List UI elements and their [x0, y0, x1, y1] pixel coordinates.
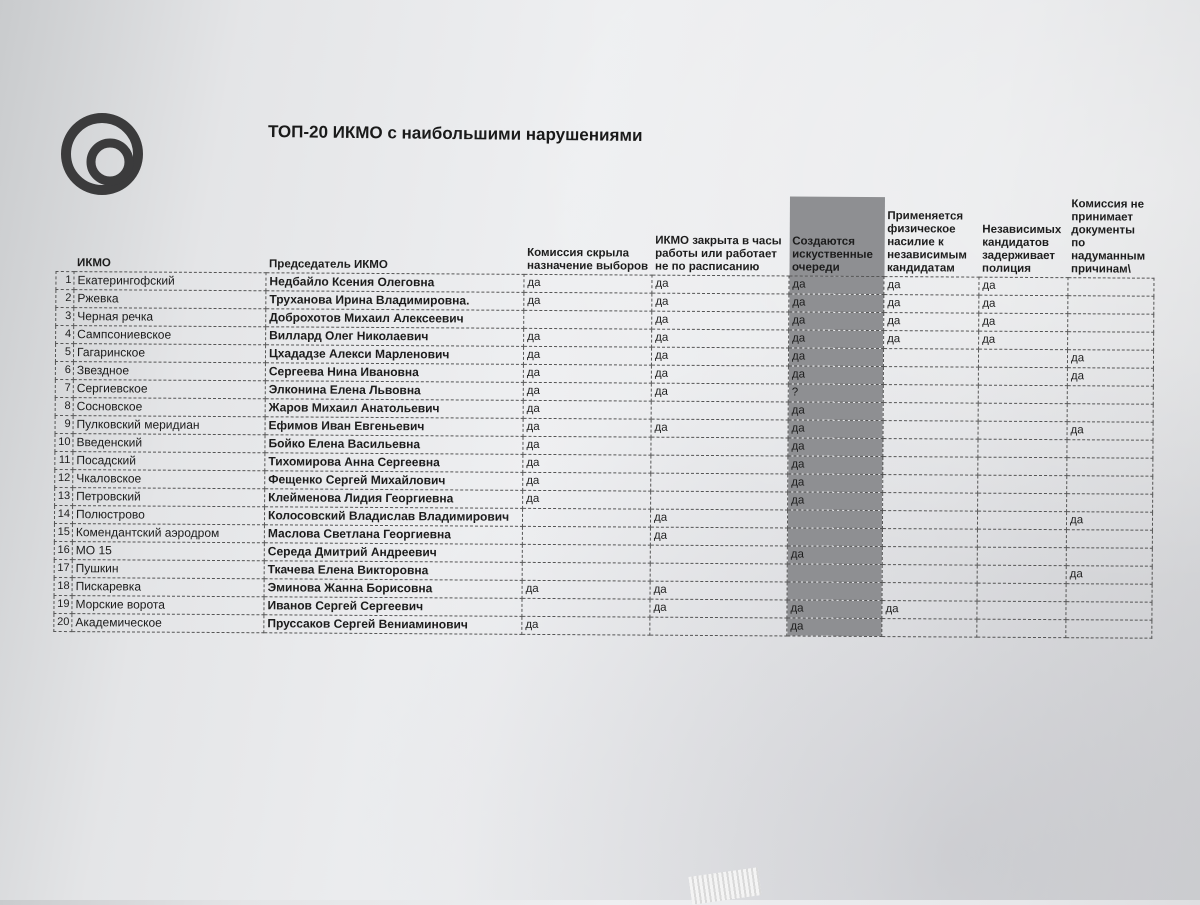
rejects-documents-cell: [1068, 332, 1154, 351]
chair-cell: Фещенко Сергей Михайлович: [265, 471, 523, 491]
hid-election-cell: да: [523, 436, 651, 455]
physical-violence-cell: да: [884, 295, 979, 314]
ikmo-cell: Сосновское: [73, 398, 265, 417]
rejects-documents-cell: [1068, 296, 1154, 315]
row-number: 3: [56, 308, 74, 326]
chair-cell: Тихомирова Анна Сергеевна: [265, 453, 523, 473]
police-detain-cell: да: [979, 295, 1068, 314]
artificial-queues-cell: да: [788, 474, 883, 493]
chair-cell: Пруссаков Сергей Вениаминович: [264, 615, 522, 635]
ikmo-cell: Сампсониевское: [74, 326, 266, 345]
violations-table: [53, 192, 1155, 639]
table-header-row: [56, 192, 1154, 278]
artificial-queues-cell: [787, 564, 882, 583]
chair-cell: Середа Дмитрий Андреевич: [264, 543, 522, 563]
hid-election-cell: да: [523, 346, 651, 365]
police-detain-cell: [978, 421, 1067, 440]
header-rejects-documents: Комиссия не принимает документы по надуманным причинам\: [1071, 198, 1146, 276]
physical-violence-cell: [883, 475, 978, 494]
rejects-documents-cell: [1066, 530, 1152, 549]
row-number: 12: [55, 469, 73, 487]
physical-violence-cell: [883, 421, 978, 440]
row-number: 19: [54, 595, 72, 613]
closed-hours-cell: [651, 401, 788, 420]
closed-hours-cell: [651, 455, 788, 474]
police-detain-cell: [978, 349, 1067, 368]
ikmo-cell: Академическое: [72, 614, 264, 633]
rejects-documents-cell: [1066, 602, 1152, 621]
physical-violence-cell: да: [884, 331, 979, 350]
artificial-queues-cell: да: [789, 294, 884, 313]
hid-election-cell: [524, 310, 652, 329]
hid-election-cell: да: [524, 328, 652, 347]
hid-election-cell: да: [523, 382, 651, 401]
police-detain-cell: [978, 367, 1067, 386]
closed-hours-cell: да: [651, 383, 788, 402]
physical-violence-cell: [883, 403, 978, 422]
row-number: 9: [55, 415, 73, 433]
hid-election-cell: [522, 598, 650, 617]
closed-hours-cell: да: [650, 527, 787, 546]
closed-hours-cell: да: [652, 275, 789, 294]
header-artificial-queues: Создаются искуственные очереди: [789, 196, 884, 276]
closed-hours-cell: [651, 491, 788, 510]
artificial-queues-cell: да: [788, 456, 883, 475]
rejects-documents-cell: да: [1067, 368, 1153, 387]
physical-violence-cell: [882, 529, 977, 548]
police-detain-cell: да: [979, 277, 1068, 296]
physical-violence-cell: [883, 439, 978, 458]
closed-hours-cell: [650, 617, 787, 636]
physical-violence-cell: [882, 619, 977, 638]
physical-violence-cell: [882, 547, 977, 566]
rejects-documents-cell: [1067, 440, 1153, 459]
rejects-documents-cell: да: [1066, 566, 1152, 585]
police-detain-cell: [978, 439, 1067, 458]
chair-cell: Клейменова Лидия Георгиевна: [265, 489, 523, 509]
closed-hours-cell: [650, 563, 787, 582]
closed-hours-cell: да: [650, 581, 787, 600]
closed-hours-cell: да: [652, 329, 789, 348]
police-detain-cell: [977, 565, 1066, 584]
chair-cell: Виллард Олег Николаевич: [266, 327, 524, 347]
police-detain-cell: [978, 385, 1067, 404]
ikmo-cell: Пушкин: [72, 560, 264, 579]
hid-election-cell: да: [522, 616, 650, 635]
row-number: 20: [54, 613, 72, 631]
artificial-queues-cell: да: [787, 546, 882, 565]
rejects-documents-cell: [1066, 584, 1152, 603]
header-hid-election: Комиссия скрыла назначение выборов: [527, 246, 649, 273]
header-police-detain: Независимых кандидатов задерживает полиция: [982, 223, 1062, 275]
row-number: 18: [54, 577, 72, 595]
closed-hours-cell: да: [652, 311, 789, 330]
ikmo-cell: Петровский: [73, 488, 265, 507]
row-number: 15: [54, 523, 72, 541]
closed-hours-cell: да: [651, 419, 788, 438]
artificial-queues-cell: да: [788, 420, 883, 439]
header-ikmo: ИКМО: [77, 257, 111, 270]
ikmo-cell: Пулковский меридиан: [73, 416, 265, 435]
artificial-queues-cell: да: [788, 366, 883, 385]
ikmo-cell: Посадский: [73, 452, 265, 471]
row-number: 6: [55, 361, 73, 379]
header-chair: Председатель ИКМО: [269, 258, 388, 272]
physical-violence-cell: [883, 457, 978, 476]
artificial-queues-cell: да: [789, 330, 884, 349]
physical-violence-cell: [883, 493, 978, 512]
ikmo-cell: Гагаринское: [73, 344, 265, 363]
police-detain-cell: [978, 493, 1067, 512]
ikmo-cell: Екатерингофский: [74, 272, 266, 291]
header-number: [56, 192, 74, 272]
police-detain-cell: [977, 583, 1066, 602]
closed-hours-cell: [651, 473, 788, 492]
row-number: 13: [55, 487, 73, 505]
police-detain-cell: [977, 529, 1066, 548]
artificial-queues-cell: да: [788, 348, 883, 367]
rejects-documents-cell: [1067, 476, 1153, 495]
closed-hours-cell: да: [650, 599, 787, 618]
police-detain-cell: [977, 619, 1066, 638]
police-detain-cell: да: [979, 331, 1068, 350]
chair-cell: Колосовский Владислав Владимирович: [264, 507, 522, 527]
artificial-queues-cell: да: [789, 276, 884, 295]
row-number: 16: [54, 541, 72, 559]
paper-edge-strip: [688, 867, 761, 904]
rejects-documents-cell: [1067, 458, 1153, 477]
chair-cell: Иванов Сергей Сергеевич: [264, 597, 522, 617]
closed-hours-cell: да: [652, 293, 789, 312]
hid-election-cell: да: [523, 472, 651, 491]
row-number: 8: [55, 397, 73, 415]
police-detain-cell: [978, 403, 1067, 422]
hid-election-cell: да: [523, 400, 651, 419]
police-detain-cell: [978, 475, 1067, 494]
chair-cell: Цхададзе Алекси Марленович: [265, 345, 523, 365]
ikmo-cell: Введенский: [73, 434, 265, 453]
chair-cell: Жаров Михаил Анатольевич: [265, 399, 523, 419]
physical-violence-cell: [883, 349, 978, 368]
rejects-documents-cell: [1066, 620, 1152, 639]
ikmo-cell: Черная речка: [74, 308, 266, 327]
table-body: [54, 272, 1154, 639]
police-detain-cell: [977, 511, 1066, 530]
hid-election-cell: да: [524, 292, 652, 311]
rejects-documents-cell: [1068, 278, 1154, 297]
rejects-documents-cell: [1066, 548, 1152, 567]
artificial-queues-cell: [787, 528, 882, 547]
ikmo-cell: Звездное: [73, 362, 265, 381]
closed-hours-cell: да: [650, 509, 787, 528]
police-detain-cell: да: [979, 313, 1068, 332]
chair-cell: Труханова Ирина Владимировна.: [266, 291, 524, 311]
ikmo-cell: Комендантский аэродром: [72, 524, 264, 543]
artificial-queues-cell: да: [789, 312, 884, 331]
rejects-documents-cell: [1068, 314, 1154, 333]
row-number: 14: [54, 505, 72, 523]
physical-violence-cell: [883, 367, 978, 386]
artificial-queues-cell: ?: [788, 384, 883, 403]
row-number: 1: [56, 272, 74, 290]
chair-cell: Маслова Светлана Георгиевна: [264, 525, 522, 545]
artificial-queues-cell: [787, 510, 882, 529]
chair-cell: Ткачева Елена Викторовна: [264, 561, 522, 581]
row-number: 17: [54, 559, 72, 577]
hid-election-cell: да: [522, 580, 650, 599]
row-number: 10: [55, 433, 73, 451]
hid-election-cell: да: [523, 364, 651, 383]
chair-cell: Эминова Жанна Борисовна: [264, 579, 522, 599]
ikmo-cell: Сергиевское: [73, 380, 265, 399]
artificial-queues-cell: [787, 582, 882, 601]
row-number: 4: [56, 326, 74, 344]
hid-election-cell: [522, 562, 650, 581]
hid-election-cell: да: [523, 418, 651, 437]
hid-election-cell: да: [523, 454, 651, 473]
ikmo-cell: МО 15: [72, 542, 264, 561]
closed-hours-cell: да: [651, 365, 788, 384]
violations-table-wrap: [53, 192, 1155, 639]
rejects-documents-cell: да: [1066, 512, 1152, 531]
physical-violence-cell: да: [882, 601, 977, 620]
hid-election-cell: да: [524, 274, 652, 293]
closed-hours-cell: [651, 437, 788, 456]
police-detain-cell: [977, 601, 1066, 620]
chair-cell: Ефимов Иван Евгеньевич: [265, 417, 523, 437]
header-closed-hours: ИКМО закрыта в часы работы или работает не по расписанию: [655, 234, 782, 274]
physical-violence-cell: [882, 565, 977, 584]
physical-violence-cell: [883, 385, 978, 404]
rejects-documents-cell: да: [1067, 350, 1153, 369]
physical-violence-cell: [882, 511, 977, 530]
page-title: ТОП-20 ИКМО с наибольшими нарушениями: [267, 122, 643, 145]
ikmo-cell: Чкаловское: [73, 470, 265, 489]
chair-cell: Доброхотов Михаил Алексеевич: [266, 309, 524, 329]
row-number: 11: [55, 451, 73, 469]
header-physical-violence: Применяется физическое насилие к независимым кандидатам: [887, 210, 967, 275]
hid-election-cell: да: [523, 490, 651, 509]
hid-election-cell: [522, 544, 650, 563]
ikmo-cell: Полюстрово: [72, 506, 264, 525]
ikmo-cell: Морские ворота: [72, 596, 264, 615]
row-number: 7: [55, 379, 73, 397]
row-number: 2: [56, 290, 74, 308]
closed-hours-cell: да: [651, 347, 788, 366]
physical-violence-cell: да: [884, 313, 979, 332]
physical-violence-cell: [882, 583, 977, 602]
physical-violence-cell: да: [884, 277, 979, 296]
row-number: 5: [55, 344, 73, 362]
artificial-queues-cell: да: [788, 492, 883, 511]
artificial-queues-cell: да: [787, 618, 882, 637]
ikmo-cell: Пискаревка: [72, 578, 264, 597]
organization-logo: [60, 112, 144, 196]
ikmo-cell: Ржевка: [74, 290, 266, 309]
police-detain-cell: [977, 547, 1066, 566]
artificial-queues-cell: да: [787, 600, 882, 619]
chair-cell: Сергеева Нина Ивановна: [265, 363, 523, 383]
hid-election-cell: [522, 526, 650, 545]
closed-hours-cell: [650, 545, 787, 564]
artificial-queues-cell: да: [788, 402, 883, 421]
police-detain-cell: [978, 457, 1067, 476]
rejects-documents-cell: [1067, 404, 1153, 423]
chair-cell: Недбайло Ксения Олеговна: [266, 273, 524, 293]
chair-cell: Бойко Елена Васильевна: [265, 435, 523, 455]
rejects-documents-cell: [1067, 386, 1153, 405]
rejects-documents-cell: [1067, 494, 1153, 513]
chair-cell: Элконина Елена Львовна: [265, 381, 523, 401]
artificial-queues-cell: да: [788, 438, 883, 457]
hid-election-cell: [522, 508, 650, 527]
rejects-documents-cell: да: [1067, 422, 1153, 441]
